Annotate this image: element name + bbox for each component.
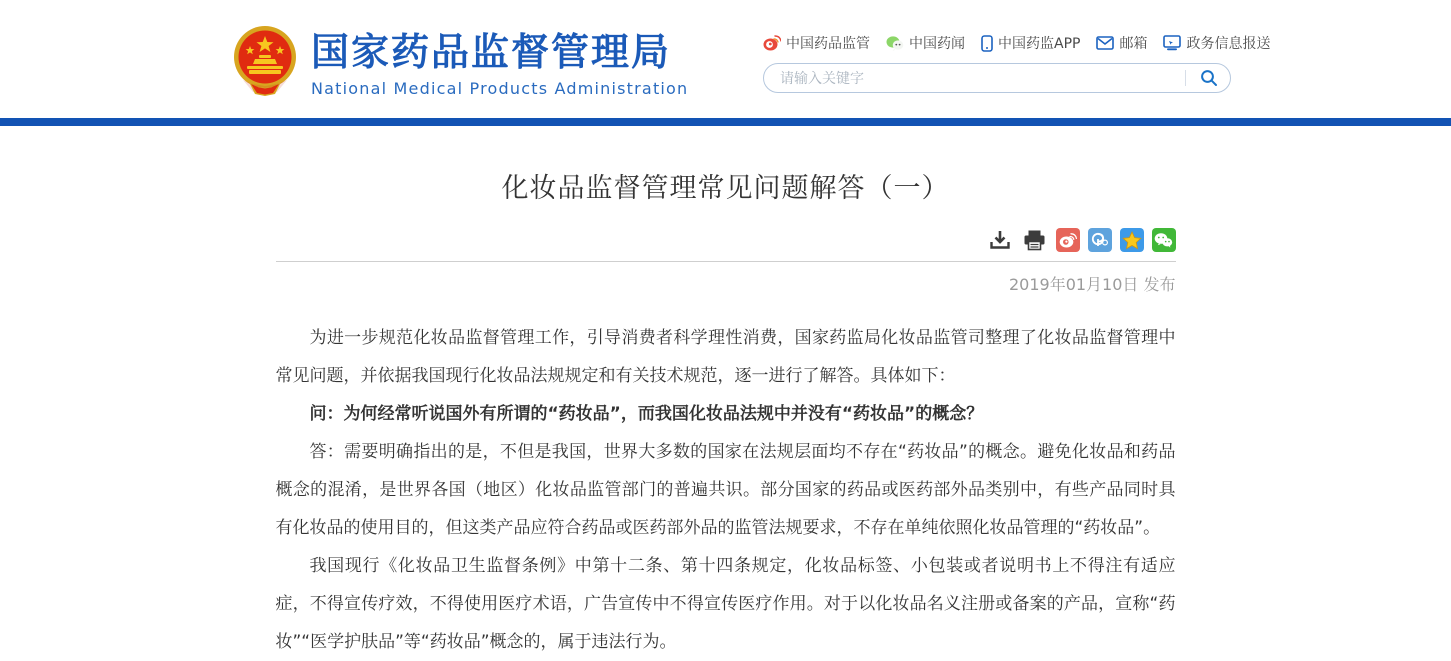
share-wechat-icon [1154,232,1173,248]
article-paragraph: 为进一步规范化妆品监督管理工作，引导消费者科学理性消费，国家药监局化妆品监管司整理了化妆品监督管理中常见问题，并依据我国现行化妆品法规规定和有关技术规范，逐一进行了解答。具体如下： [275,328,1176,386]
site-header [0,0,1451,118]
site-title: 国家药品监督管理局 [311,30,672,74]
link-label: 邮箱 [1119,36,1148,52]
print-icon [1023,229,1046,251]
search-divider [1185,70,1186,86]
share-qzone-button[interactable] [1120,228,1144,252]
search-icon [1200,69,1218,87]
title-divider [276,261,1176,262]
share-pengyou-icon [1091,231,1109,249]
weibo-icon [763,35,781,51]
header-accent-band [0,118,1451,126]
search-bar [763,63,1231,93]
phone-icon [981,35,993,52]
link-mailbox[interactable] [1096,33,1147,53]
share-weibo-icon [1059,233,1077,248]
monitor-icon [1163,35,1181,51]
page-title: 化妆品监督管理常见问题解答（一） [501,173,950,204]
publish-date: 2019年01月10日 发布 [1008,275,1176,294]
search-button[interactable] [1194,67,1224,89]
article-body [276,319,1176,661]
link-china-pharma-news[interactable] [886,33,965,53]
share-pengyou-button[interactable] [1088,228,1112,252]
site-subtitle: National Medical Products Administration [311,78,689,98]
wechat-icon [886,35,904,51]
link-drug-regulation-weibo[interactable] [763,33,870,53]
link-label: 政务信息报送 [1186,36,1271,52]
national-emblem-icon [233,24,297,96]
print-button[interactable] [1021,229,1048,251]
mail-icon [1096,36,1114,50]
link-label: 中国药品监管 [786,36,870,52]
link-nmpa-app[interactable] [981,33,1080,53]
search-input[interactable] [780,70,1185,86]
article [276,166,1176,661]
link-label: 中国药监APP [998,36,1081,52]
link-gov-info-report[interactable] [1163,33,1270,53]
download-button[interactable] [987,229,1013,251]
share-wechat-button[interactable] [1152,228,1176,252]
download-icon [989,229,1011,251]
link-label: 中国药闻 [909,36,965,52]
site-brand[interactable] [233,24,688,98]
article-answer: 答：需要明确指出的是，不但是我国，世界大多数的国家在法规层面均不存在“药妆品”的概念。避免化妆品和药品概念的混淆，是世界各国（地区）化妆品监管部门的普遍共识。部分国家的药品或医药部外品类别中，有些产品同时具有化妆品的使用目的，但这类产品应符合药品或医药部外品的监管法规要求，不存在单纯依照化妆品管理的“药妆品”。 [275,442,1176,538]
article-paragraph: 我国现行《化妆品卫生监督条例》中第十二条、第十四条规定，化妆品标签、小包装或者说明书上不得注有适应症，不得宣传疗效，不得使用医疗术语，广告宣传中不得宣传医疗作用。对于以化妆品名义注册或备案的产品，宣称“药妆”“医学护肤品”等“药妆品”概念的，属于违法行为。 [275,556,1176,652]
header-links [763,33,1271,53]
article-question: 问：为何经常听说国外有所谓的“药妆品”，而我国化妆品法规中并没有“药妆品”的概念？ [309,404,984,424]
article-toolbar [276,227,1176,253]
share-weibo-button[interactable] [1056,228,1080,252]
share-qzone-icon [1122,231,1142,250]
